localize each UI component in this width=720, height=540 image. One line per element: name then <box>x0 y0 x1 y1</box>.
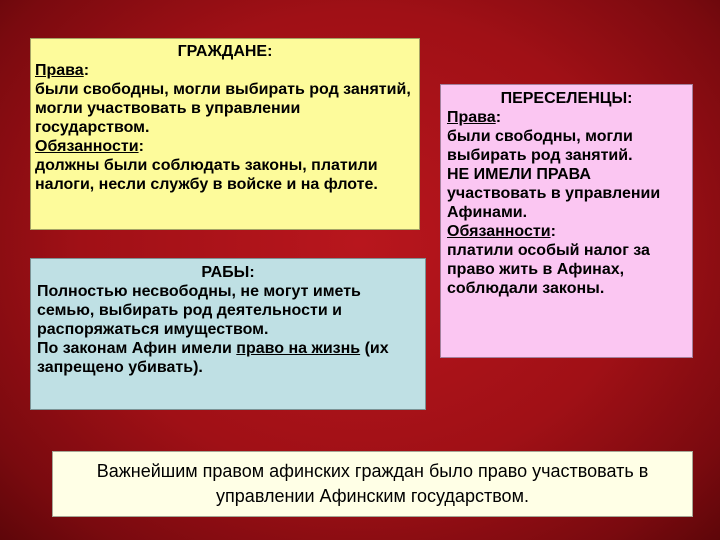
slaves-right-to-life: право на жизнь <box>236 340 361 357</box>
citizens-title: ГРАЖДАНЕ: <box>177 43 273 60</box>
settlers-rights-label: Права <box>447 109 496 126</box>
citizens-rights-label: Права <box>35 62 84 79</box>
citizens-box: ГРАЖДАНЕ: Права: были свободны, могли выбирать род занятий, могли участвовать в управлении государством. Обязанности: должны были соблюдать законы, платили налоги, несли службу в войске и на флоте. <box>30 38 420 230</box>
settlers-title: ПЕРЕСЕЛЕНЦЫ: <box>500 90 633 107</box>
settlers-duties-text: платили особый налог за право жить в Афинах, соблюдали законы. <box>447 242 650 297</box>
settlers-box: ПЕРЕСЕЛЕНЦЫ: Права: были свободны, могли выбирать род занятий. НЕ ИМЕЛИ ПРАВА участвовать в управлении Афинами. Обязанности: платили особый налог за право жить в Афинах, соблюдали законы. <box>440 84 693 358</box>
citizens-duties-label: Обязанности <box>35 138 139 155</box>
citizens-duties-text: должны были соблюдать законы, платили налоги, несли службу в войске и на флоте. <box>35 157 378 193</box>
settlers-no-rights: НЕ ИМЕЛИ ПРАВА <box>447 166 591 183</box>
slaves-box <box>30 258 426 410</box>
settlers-rights-text: были свободны, могли выбирать род занятий. <box>447 128 633 164</box>
settlers-no-rights-text: участвовать в управлении Афинами. <box>447 185 661 221</box>
slaves-note: (их запрещено убивать). <box>37 340 389 376</box>
citizens-rights-text: были свободны, могли выбирать род занятий, могли участвовать в управлении государством. <box>35 81 411 136</box>
slaves-law-text: По законам Афин имели <box>37 340 232 357</box>
slaves-title: РАБЫ: <box>201 264 255 281</box>
settlers-duties-label: Обязанности <box>447 223 551 240</box>
conclusion-box <box>52 451 693 517</box>
slaves-text: Полностью несвободны, не могут иметь семью, выбирать род деятельности и распоряжаться имуществом. <box>37 283 361 338</box>
conclusion-text: Важнейшим правом афинских граждан было право участвовать в управлении Афинским государством. <box>96 461 649 506</box>
